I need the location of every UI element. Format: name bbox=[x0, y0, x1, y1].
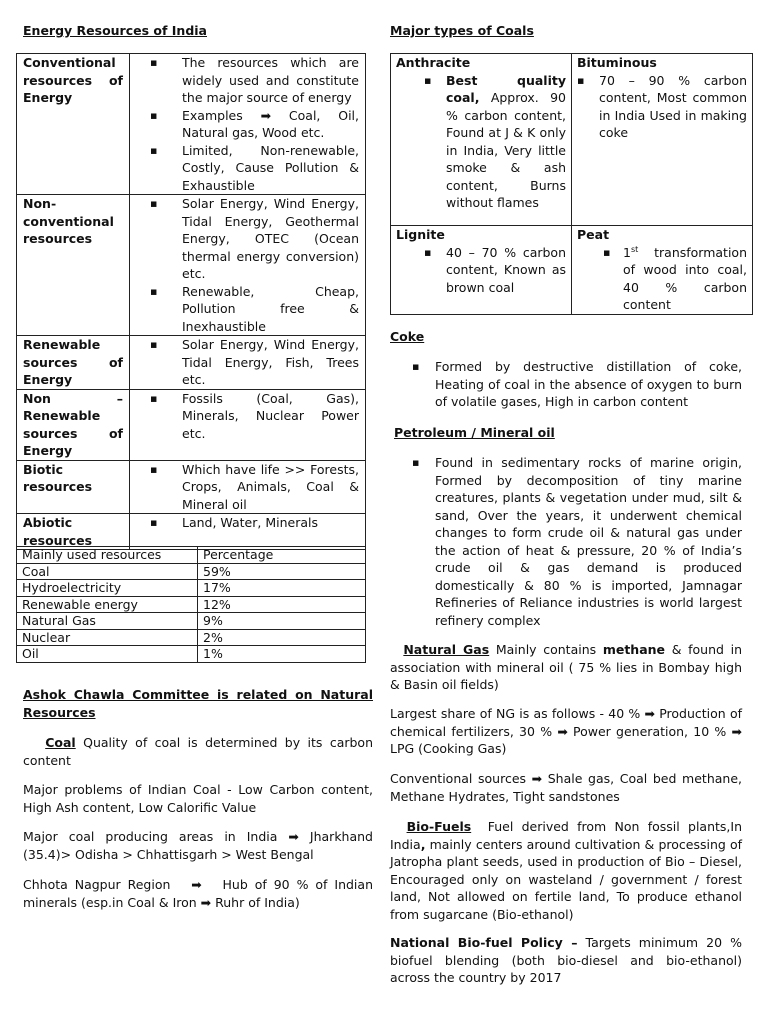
percentage-cell: 2% bbox=[198, 629, 366, 646]
table-row bbox=[17, 54, 366, 195]
methane-bold: methane bbox=[602, 642, 666, 657]
list-item: ▪ Examples ➡ Coal, Oil, Natural gas, Wood etc. bbox=[140, 107, 359, 142]
table-row bbox=[17, 629, 366, 646]
list-item: ▪ 40 – 70 % carbon content, Known as brown coal bbox=[396, 244, 566, 297]
table-row bbox=[17, 195, 366, 336]
resource-cell: Oil bbox=[17, 646, 198, 663]
section-title-energy-resources: Energy Resources of India bbox=[23, 23, 207, 38]
coke-list bbox=[390, 358, 742, 411]
row-label: Non-conventional resources bbox=[17, 195, 130, 336]
percentage-cell: 59% bbox=[198, 563, 366, 580]
coal-quality-text: Quality of coal is determined by its carbon content bbox=[23, 735, 374, 768]
resource-cell: Coal bbox=[17, 563, 198, 580]
coal-types-table bbox=[390, 53, 753, 315]
list-item: ▪ 70 – 90 % carbon content, Most common in India Used in making coke bbox=[577, 72, 747, 142]
natural-gas-text-cont: & found in association with mineral oil ( 75 % lies in Bombay high & Basin oil fields) bbox=[390, 642, 743, 692]
table-row bbox=[391, 54, 753, 226]
table-row bbox=[391, 226, 753, 315]
petroleum-heading: Petroleum / Mineral oil bbox=[394, 425, 555, 440]
natural-gas-text: Mainly contains bbox=[489, 642, 603, 657]
row-label: Conventional resources of Energy bbox=[17, 54, 130, 195]
biofuels-text: Fuel derived from Non fossil plants,In India bbox=[390, 819, 746, 852]
coal-cell-anthracite bbox=[391, 54, 572, 226]
list-item bbox=[396, 72, 566, 212]
coal-areas-paragraph: Major coal producing areas in India ➡ Jharkhand (35.4)> Odisha > Chhattisgarh > West Bengal bbox=[23, 829, 373, 862]
list-item: ▪ Formed by destructive distillation of coke, Heating of coal in the absence of oxygen to burn of volatile gases, High in carbon content bbox=[390, 358, 742, 411]
committee-heading: Ashok Chawla Committee is related on Natural Resources bbox=[23, 687, 373, 720]
list-item: ▪ Renewable, Cheap, Pollution free & Inexhaustible bbox=[140, 283, 359, 336]
coke-heading: Coke bbox=[390, 329, 425, 344]
coal-type-name: Peat bbox=[577, 227, 610, 242]
table-row bbox=[17, 563, 366, 580]
coal-type-name: Anthracite bbox=[396, 55, 471, 70]
coal-problems-paragraph: Major problems of Indian Coal - Low Carbon content, High Ash content, Low Calorific Value bbox=[23, 782, 373, 815]
coal-label: Coal bbox=[45, 735, 76, 750]
list-item: ▪ Limited, Non-renewable, Costly, Cause Pollution & Exhaustible bbox=[140, 142, 359, 195]
list-item: ▪ Land, Water, Minerals bbox=[140, 514, 359, 532]
table-row bbox=[17, 336, 366, 390]
coal-quality-paragraph bbox=[23, 734, 373, 769]
coal-type-name: Bituminous bbox=[577, 55, 657, 70]
percentage-cell: 1% bbox=[198, 646, 366, 663]
table-header-row bbox=[17, 547, 366, 564]
column-header: Mainly used resources bbox=[17, 547, 198, 564]
column-header: Percentage bbox=[198, 547, 366, 564]
anthracite-text: Approx. 90 % carbon content, Found at J & K only in India, Very little smoke & ash content, Burns without flames bbox=[446, 90, 566, 210]
resource-cell: Renewable energy bbox=[17, 596, 198, 613]
list-item: ▪ Fossils (Coal, Gas), Minerals, Nuclear Power etc. bbox=[140, 390, 359, 443]
ng-share-paragraph: Largest share of NG is as follows - 40 % ➡ Production of chemical fertilizers, 30 % ➡ Power generation, 10 % ➡ LPG (Cooking Gas) bbox=[390, 706, 742, 756]
table-row bbox=[17, 596, 366, 613]
chhota-nagpur-paragraph: Chhota Nagpur Region ➡ Hub of 90 % of Indian minerals (esp.in Coal & Iron ➡ Ruhr of India) bbox=[23, 877, 377, 910]
policy-heading: National Bio-fuel Policy – bbox=[390, 935, 578, 950]
resource-cell: Nuclear bbox=[17, 629, 198, 646]
biofuel-policy-paragraph bbox=[390, 934, 742, 987]
percentage-cell: 9% bbox=[198, 613, 366, 630]
biofuels-heading: Bio-Fuels bbox=[406, 819, 472, 834]
biofuels-paragraph bbox=[390, 818, 746, 923]
percentage-cell: 12% bbox=[198, 596, 366, 613]
usage-table bbox=[16, 546, 366, 663]
peat-number: 1 bbox=[623, 244, 631, 260]
percentage-cell: 17% bbox=[198, 580, 366, 597]
biofuels-text-cont: mainly centers around cultivation & processing of Jatropha plant seeds, used in production of Bio – Diesel, Encouraged only on wasteland / government / forest land, Not allowed on fertile land, To produce ethanol from sugarcane (Bio-ethanol) bbox=[390, 836, 742, 922]
list-item: ▪ Solar Energy, Wind Energy, Tidal Energy, Fish, Trees etc. bbox=[140, 336, 359, 389]
anthracite-bold: Best quality coal, bbox=[446, 72, 566, 105]
list-item: ▪ The resources which are widely used and constitute the major source of energy bbox=[140, 54, 359, 107]
row-label: Abiotic resources bbox=[17, 514, 130, 550]
table-row bbox=[17, 514, 366, 550]
list-item: ▪ Which have life >> Forests, Crops, Animals, Coal & Mineral oil bbox=[140, 461, 359, 514]
resource-cell: Natural Gas bbox=[17, 613, 198, 630]
petroleum-list bbox=[390, 454, 742, 629]
table-row bbox=[17, 460, 366, 514]
biofuels-comma: , bbox=[420, 836, 426, 852]
coal-type-name: Lignite bbox=[396, 227, 445, 242]
table-row bbox=[17, 646, 366, 663]
list-item: ▪ Solar Energy, Wind Energy, Tidal Energy, Geothermal Energy, OTEC (Ocean thermal energy conversion) etc. bbox=[140, 195, 359, 283]
policy-text: Targets minimum 20 % biofuel blending (both bio-diesel and bio-ethanol) across the country by 2017 bbox=[390, 935, 742, 985]
row-label: Biotic resources bbox=[17, 460, 130, 514]
list-item: ▪ Found in sedimentary rocks of marine origin, Formed by decomposition of tiny marine creatures, plants & vegetation under mud, silt & sand, Over the years, it underwent chemical changes to form crude oil & natural gas under the action of heat & pressure, 20 % of India’s crude oil & gas demand is produced domestically & 80 % is imported, Jamnagar Refineries of Reliance industries is world largest refinery complex bbox=[390, 454, 742, 629]
row-label: Non – Renewable sources of Energy bbox=[17, 389, 130, 460]
section-title-coal-types: Major types of Coals bbox=[390, 23, 534, 38]
coal-cell-bituminous bbox=[572, 54, 753, 226]
resource-cell: Hydroelectricity bbox=[17, 580, 198, 597]
natural-gas-heading: Natural Gas bbox=[403, 642, 490, 657]
coal-cell-lignite bbox=[391, 226, 572, 315]
conventional-sources-paragraph: Conventional sources ➡ Shale gas, Coal bed methane, Methane Hydrates, Tight sandstones bbox=[390, 771, 742, 804]
natural-gas-paragraph bbox=[390, 641, 742, 694]
table-row bbox=[17, 580, 366, 597]
row-label: Renewable sources of Energy bbox=[17, 336, 130, 390]
resources-table bbox=[16, 53, 366, 550]
peat-superscript: st bbox=[630, 244, 639, 254]
table-row bbox=[17, 389, 366, 460]
coal-cell-peat bbox=[572, 226, 753, 315]
table-row bbox=[17, 613, 366, 630]
list-item bbox=[577, 244, 747, 314]
peat-text: transformation of wood into coal, 40 % carbon content bbox=[623, 244, 747, 312]
